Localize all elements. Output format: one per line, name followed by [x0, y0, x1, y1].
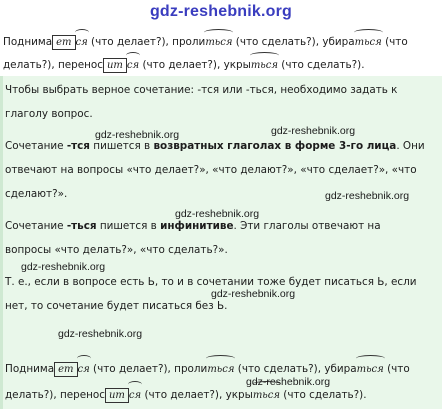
- explanation-p4-line1: Т. е., если в вопросе есть Ь, то и в сочетании тоже будет писаться Ь, если: [5, 276, 417, 288]
- watermark: gdz-reshebnik.org: [325, 190, 410, 202]
- suffix-box: ет: [52, 35, 75, 50]
- watermark: gdz-reshebnik.org: [95, 129, 180, 141]
- postfix-arc: ться: [205, 32, 232, 54]
- watermark: gdz-reshebnik.org: [246, 376, 331, 388]
- exercise-line-1: Поднима ет ся (что делает?), пролиться (что сделать?), убираться (что: [3, 31, 436, 54]
- site-name: gdz-reshebnik.org: [149, 3, 293, 20]
- explanation-p2-line1: Сочетание -тся пишется в возвратных глаголах в форме 3-го лица. Они: [5, 140, 425, 152]
- watermark: gdz-reshebnik.org: [58, 328, 143, 340]
- suffix-box: ет: [54, 362, 77, 377]
- answer-line-1: Поднима ет ся (что делает?), пролиться (что сделать?), убираться (что: [5, 357, 410, 382]
- postfix-arc: ся: [76, 32, 88, 54]
- watermark: gdz-reshebnik.org: [211, 288, 296, 300]
- answer-line-2: делать?), перенос ит ся (что делает?), укрыться (что сделать?).: [5, 383, 367, 408]
- postfix-arc: ться: [251, 55, 278, 77]
- explanation-p1-line1: Чтобы выбрать верное сочетание: -тся или -ться, необходимо задать к: [5, 84, 398, 96]
- exercise-text: [0, 24, 442, 76]
- explanation-p1-line2: глаголу вопрос.: [5, 108, 93, 120]
- postfix-arc: ться: [253, 384, 280, 408]
- postfix-arc: ться: [357, 358, 384, 382]
- explanation-p3-line2: вопросы «что делать?», «что сделать?».: [5, 244, 228, 256]
- postfix-arc: ться: [355, 32, 382, 54]
- postfix-arc: ся: [129, 384, 141, 408]
- watermark: gdz-reshebnik.org: [21, 261, 106, 273]
- postfix-arc: ся: [78, 358, 90, 382]
- postfix-arc: ться: [207, 358, 234, 382]
- explanation-p3-line1: Сочетание -ться пишется в инфинитиве. Эти глаголы отвечают на: [5, 220, 381, 232]
- site-header: [0, 0, 442, 24]
- postfix-arc: ся: [127, 55, 139, 77]
- exercise-line-2: делать?), перенос ит ся (что делает?), укрыться (что сделать?).: [3, 54, 436, 77]
- explanation-p4-line2: нет, то сочетание будет писаться без Ь.: [5, 300, 228, 312]
- suffix-box: ит: [103, 58, 127, 73]
- suffix-box: ит: [105, 388, 129, 403]
- explanation-panel: [0, 76, 442, 409]
- watermark: gdz-reshebnik.org: [271, 125, 356, 137]
- watermark: gdz-reshebnik.org: [175, 208, 260, 220]
- explanation-p2-line2: отвечают на вопросы «что делает?», «что делают?», «что сделает?», «что: [5, 164, 417, 176]
- explanation-p2-line3: сделают?».: [5, 188, 68, 200]
